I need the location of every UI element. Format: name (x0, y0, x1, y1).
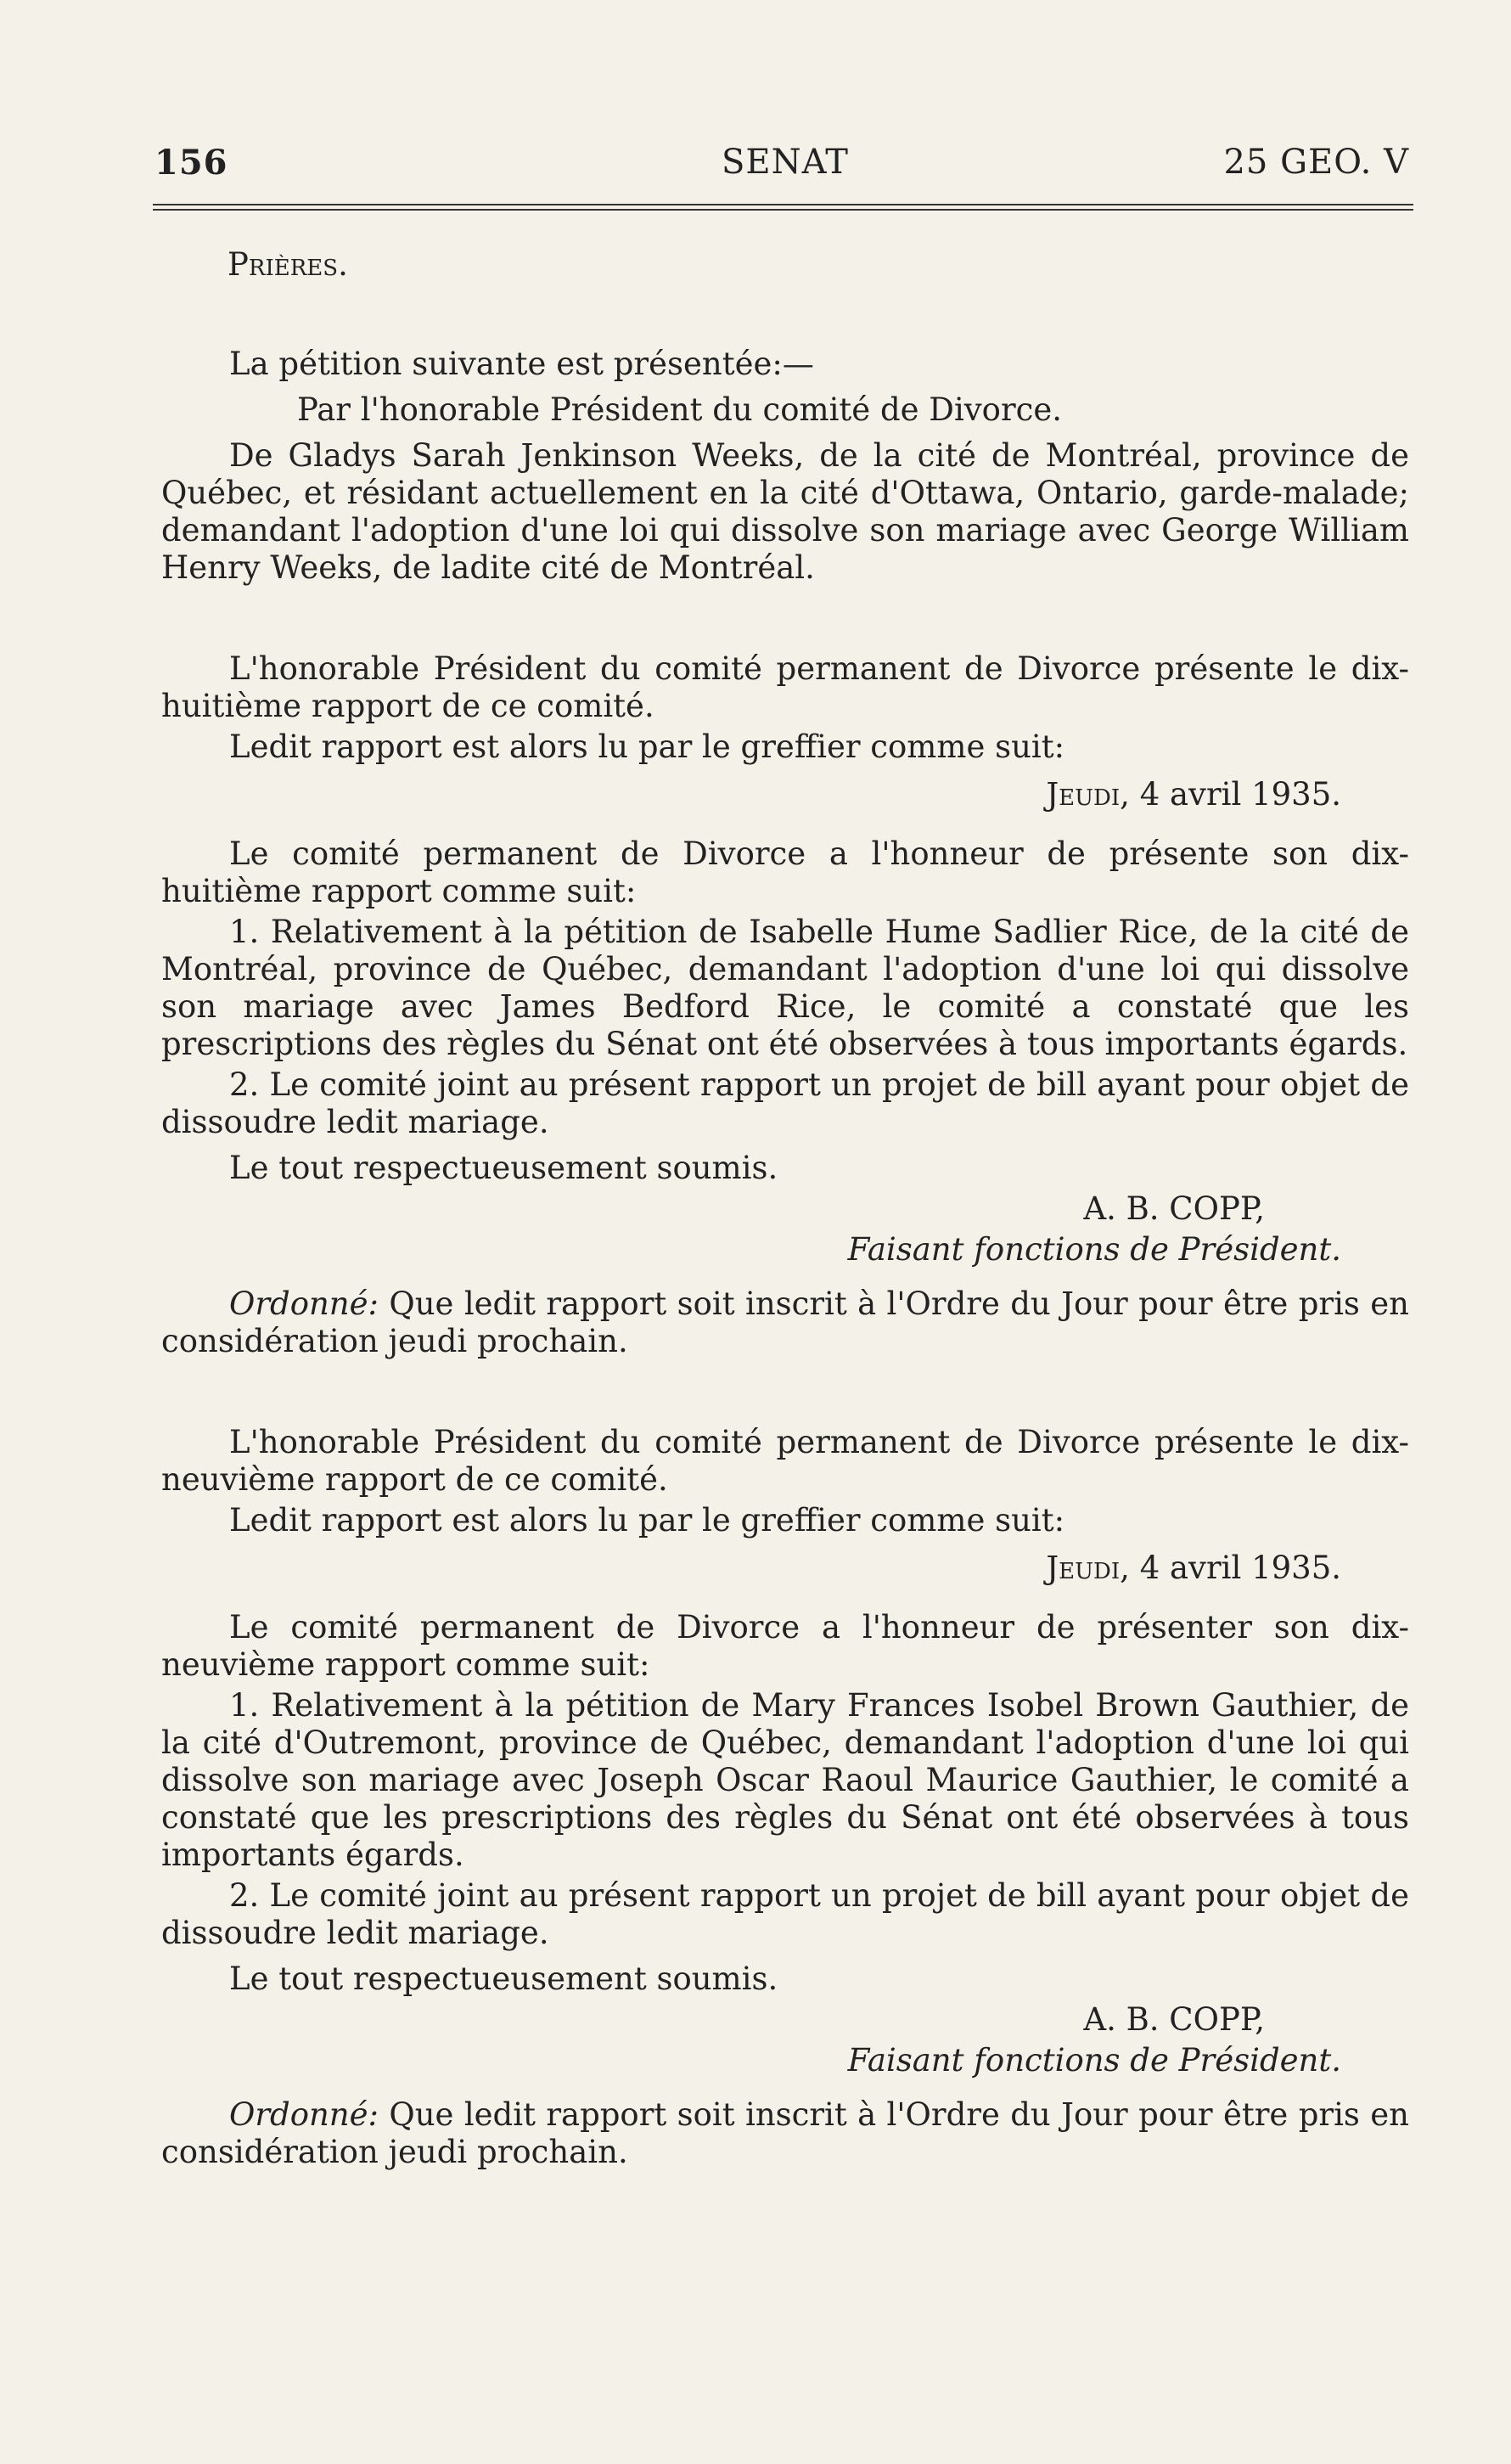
petition-text: De Gladys Sarah Jenkinson Weeks, de la cité de Montréal, province de Québec, et résidant actuellement en la cité d'Ottawa, Ontario, garde-malade; demandant l'adoption d'une loi qui dissolve son mariage avec George William Henry Weeks, de ladite cité de Montréal. (161, 437, 1409, 586)
report2-signature: A. B. COPP, (1083, 2001, 1265, 2038)
report1-item1: 1. Relativement à la pétition de Isabelle Hume Sadlier Rice, de la cité de Montréal, province de Québec, demandant l'adoption d'une loi qui dissolve son mariage avec James Bedford Rice, le comité a constaté que les prescriptions des règles du Sénat ont été observées à tous importants égards. (161, 914, 1409, 1062)
report1-date (161, 776, 1409, 813)
report1-order-label: Ordonné: (229, 1285, 379, 1322)
report2-date (161, 1550, 1409, 1587)
petition-presenter: Par l'honorable Président du comité de Divorce. (297, 391, 1063, 428)
report1-signature-role: Faisant fonctions de Président. (847, 1231, 1341, 1268)
report1-date-rest: , 4 avril 1935. (1120, 776, 1341, 813)
report2-opening: Le comité permanent de Divorce a l'honneur de présenter son dix-neuvième rapport comme suit: (161, 1609, 1409, 1683)
section-heading: Prières. (227, 246, 348, 283)
report1-closing: Le tout respectueusement soumis. (229, 1150, 778, 1186)
report1-date-day: Jeudi (1046, 776, 1121, 813)
report1-reading: Ledit rapport est alors lu par le greffier comme suit: (229, 729, 1065, 765)
report1-presentation: L'honorable Président du comité permanent de Divorce présente le dix-huitième rapport de ce comité. (161, 650, 1409, 724)
running-title: SENAT (722, 143, 849, 182)
report2-item2: 2. Le comité joint au présent rapport un projet de bill ayant pour objet de dissoudre ledit mariage. (161, 1877, 1409, 1951)
page-header (154, 127, 1409, 195)
report1-order-text: Que ledit rapport soit inscrit à l'Ordre du Jour pour être pris en considération jeudi prochain. (161, 1285, 1409, 1359)
page-content (161, 246, 1409, 2171)
report2-signature-role: Faisant fonctions de Président. (847, 2042, 1341, 2079)
report1-signature: A. B. COPP, (1083, 1190, 1265, 1227)
report2-order-label: Ordonné: (229, 2096, 379, 2133)
header-rule (153, 204, 1413, 211)
report2-date-rest: , 4 avril 1935. (1120, 1550, 1341, 1586)
report2-closing: Le tout respectueusement soumis. (229, 1961, 778, 1997)
report2-order-text: Que ledit rapport soit inscrit à l'Ordre du Jour pour être pris en considération jeudi prochain. (161, 2096, 1409, 2170)
report1-opening: Le comité permanent de Divorce a l'honneur de présente son dix-huitième rapport comme suit: (161, 835, 1409, 909)
page (154, 127, 1409, 2403)
report2-item1: 1. Relativement à la pétition de Mary Frances Isobel Brown Gauthier, de la cité d'Outremont, province de Québec, demandant l'adoption d'une loi qui dissolve son mariage avec Joseph Oscar Raoul Maurice Gauthier, le comité a constaté que les prescriptions des règles du Sénat ont été observées à tous importants égards. (161, 1687, 1409, 1873)
report1-item2: 2. Le comité joint au présent rapport un projet de bill ayant pour objet de dissoudre ledit mariage. (161, 1066, 1409, 1140)
report2-order (161, 2096, 1409, 2171)
report2-reading: Ledit rapport est alors lu par le greffier comme suit: (229, 1502, 1065, 1539)
report2-date-day: Jeudi (1046, 1550, 1121, 1586)
petition-intro: La pétition suivante est présentée:— (229, 346, 814, 382)
page-number: 156 (154, 143, 228, 183)
report1-order (161, 1285, 1409, 1360)
regnal-year: 25 GEO. V (1223, 143, 1409, 182)
report2-presentation: L'honorable Président du comité permanent de Divorce présente le dix-neuvième rapport de ce comité. (161, 1424, 1409, 1498)
